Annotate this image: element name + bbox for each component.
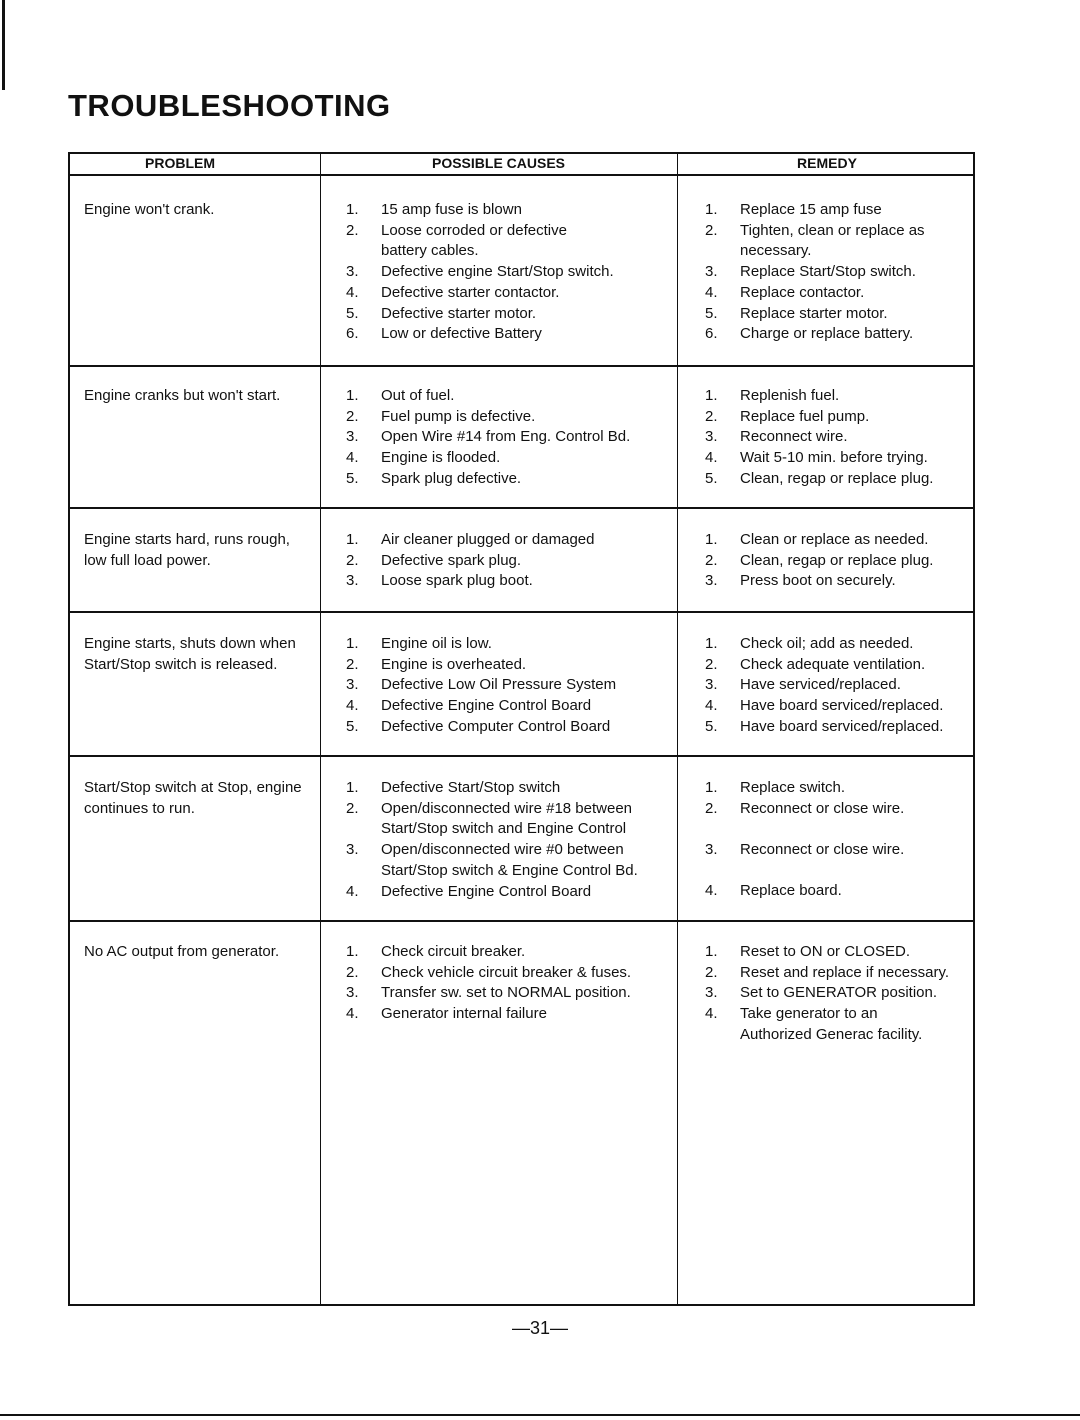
cause-item: 2. Fuel pump is defective. — [346, 407, 536, 425]
table-header — [70, 154, 973, 176]
row-divider — [70, 611, 973, 613]
remedy-item: 4. Take generator to an Authorized Generac facility. — [705, 1005, 923, 1043]
causes-list — [336, 942, 676, 1025]
row-divider — [70, 755, 973, 757]
cause-item: 5. Defective Computer Control Board — [346, 717, 611, 735]
cause-item: 2. Open/disconnected wire #18 between Start/Stop switch and Engine Control — [346, 799, 633, 838]
remedy-item: 4. Replace contactor. — [705, 283, 865, 301]
cause-item: 3. Loose spark plug boot. — [346, 572, 533, 590]
cause-item: 1. Air cleaner plugged or damaged — [346, 531, 595, 548]
remedy-item: 5. Have board serviced/replaced. — [705, 717, 944, 735]
cause-item: 3. Open/disconnected wire #0 between Start/Stop switch & Engine Control Bd. — [346, 841, 638, 879]
remedy-list — [695, 530, 975, 592]
remedy-item: 4. Have board serviced/replaced. — [705, 697, 944, 715]
header-possible-causes: POSSIBLE CAUSES — [431, 155, 566, 171]
remedy-item: 1. Check oil; add as needed. — [705, 635, 914, 652]
remedy-list — [695, 386, 975, 490]
scan-edge-mark-left — [2, 0, 5, 90]
remedy-item: 1. Replace switch. — [705, 779, 846, 796]
cause-item: 1. 15 amp fuse is blown — [346, 201, 522, 218]
cause-item: 4. Defective Engine Control Board — [346, 697, 592, 715]
remedy-item: 2. Tighten, clean or replace as necessary. — [705, 221, 925, 260]
column-divider — [677, 154, 678, 1304]
causes-list — [336, 200, 676, 345]
cause-item: 1. Check circuit breaker. — [346, 943, 526, 960]
remedy-item: 5. Clean, regap or replace plug. — [705, 469, 934, 487]
remedy-list — [695, 634, 975, 738]
remedy-item: 3. Have serviced/replaced. — [705, 676, 901, 694]
cause-item: 2. Check vehicle circuit breaker & fuses. — [346, 963, 632, 981]
column-divider — [320, 154, 321, 1304]
problem-text: Engine starts, shuts down when Start/Stop switch is released. — [84, 635, 296, 673]
row-divider — [70, 365, 973, 367]
remedy-item: 2. Reconnect or close wire. — [705, 799, 905, 817]
remedy-item: 2. Clean, regap or replace plug. — [705, 551, 934, 569]
scan-edge-mark-bottom — [0, 1414, 1080, 1416]
page-title: TROUBLESHOOTING — [68, 88, 391, 123]
cause-item: 3. Defective Low Oil Pressure System — [346, 676, 617, 694]
cause-item: 4. Generator internal failure — [346, 1005, 547, 1023]
remedy-item: 5. Replace starter motor. — [705, 304, 888, 322]
header-remedy: REMEDY — [797, 155, 857, 171]
cause-item: 2. Engine is overheated. — [346, 655, 527, 673]
problem-text: No AC output from generator. — [84, 943, 280, 960]
problem-text: Engine won't crank. — [84, 201, 215, 218]
problem-text: Engine starts hard, runs rough, low full load power. — [84, 531, 290, 569]
remedy-item: 1. Reset to ON or CLOSED. — [705, 943, 911, 960]
remedy-item: 1. Replenish fuel. — [705, 387, 840, 404]
remedy-list — [695, 778, 975, 902]
cause-item: 4. Engine is flooded. — [346, 449, 501, 467]
cause-item: 6. Low or defective Battery — [346, 325, 542, 343]
cause-item: 3. Open Wire #14 from Eng. Control Bd. — [346, 428, 631, 446]
causes-list — [336, 386, 676, 490]
cause-item: 4. Defective Engine Control Board — [346, 882, 592, 900]
remedy-item: 3. Reconnect or close wire. — [705, 841, 905, 859]
remedy-item: 2. Reset and replace if necessary. — [705, 963, 949, 981]
cause-item: 2. Loose corroded or defective battery cables. — [346, 221, 567, 260]
remedy-item: 3. Reconnect wire. — [705, 428, 848, 446]
causes-list — [336, 778, 676, 902]
remedy-item: 4. Wait 5-10 min. before trying. — [705, 449, 928, 467]
remedy-item: 3. Set to GENERATOR position. — [705, 984, 938, 1002]
header-problem: PROBLEM — [145, 155, 215, 171]
problem-text: Engine cranks but won't start. — [84, 387, 281, 404]
cause-item: 1. Defective Start/Stop switch — [346, 779, 561, 796]
remedy-item: 4. Replace board. — [705, 882, 842, 900]
cause-item: 3. Transfer sw. set to NORMAL position. — [346, 984, 631, 1002]
remedy-item: 1. Clean or replace as needed. — [705, 531, 929, 548]
troubleshooting-table — [68, 152, 975, 1306]
cause-item: 1. Out of fuel. — [346, 387, 455, 404]
remedy-item: 6. Charge or replace battery. — [705, 325, 914, 343]
remedy-list — [695, 200, 975, 345]
row-divider — [70, 920, 973, 922]
page-number: —31— — [511, 1318, 569, 1338]
cause-item: 3. Defective engine Start/Stop switch. — [346, 263, 614, 281]
cause-item: 5. Defective starter motor. — [346, 304, 537, 322]
remedy-item: 3. Press boot on securely. — [705, 572, 896, 590]
cause-item: 2. Defective spark plug. — [346, 551, 522, 569]
problem-text: Start/Stop switch at Stop, engine continues to run. — [84, 779, 302, 817]
remedy-list — [695, 942, 975, 1046]
cause-item: 5. Spark plug defective. — [346, 469, 522, 487]
remedy-item: 1. Replace 15 amp fuse — [705, 201, 882, 218]
remedy-item: 2. Replace fuel pump. — [705, 407, 870, 425]
row-divider — [70, 507, 973, 509]
causes-list — [336, 530, 676, 592]
remedy-item: 2. Check adequate ventilation. — [705, 655, 926, 673]
cause-item: 4. Defective starter contactor. — [346, 283, 560, 301]
remedy-item: 3. Replace Start/Stop switch. — [705, 263, 916, 281]
causes-list — [336, 634, 676, 738]
cause-item: 1. Engine oil is low. — [346, 635, 492, 652]
